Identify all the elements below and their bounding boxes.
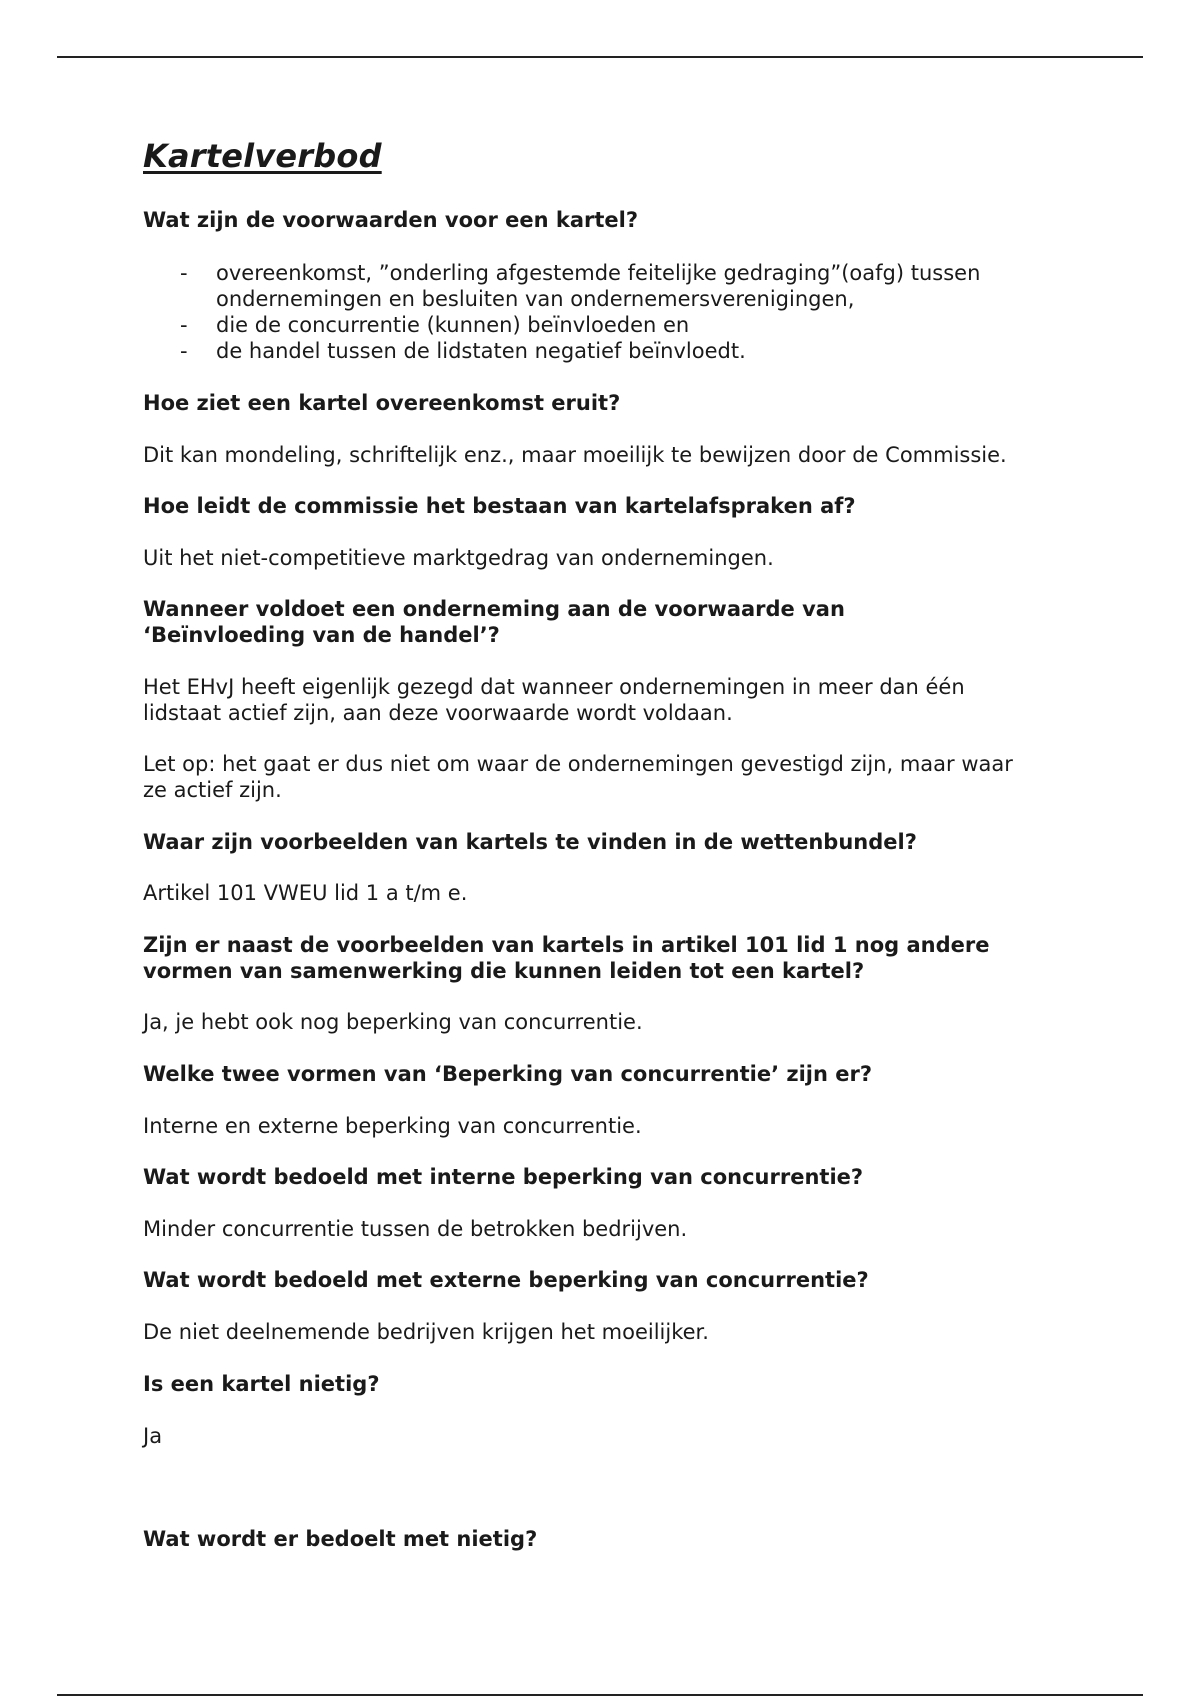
question-2: Hoe ziet een kartel overeenkomst eruit? — [143, 391, 621, 415]
answer-10: Ja — [143, 1424, 163, 1448]
question-11: Wat wordt er bedoelt met nietig? — [143, 1527, 538, 1551]
page-top-rule — [57, 56, 1143, 58]
dash-bullet: - — [180, 261, 188, 285]
answer-7: Interne en externe beperking van concurrentie. — [143, 1114, 642, 1138]
answer-4a: Het EHvJ heeft eigenlijk gezegd dat wanneer ondernemingen in meer dan één lidstaat actief zijn, aan deze voorwaarde wordt voldaan. — [143, 675, 965, 725]
answer-4b: Let op: het gaat er dus niet om waar de ondernemingen gevestigd zijn, maar waar ze actief zijn. — [143, 752, 1013, 802]
answer-2: Dit kan mondeling, schriftelijk enz., maar moeilijk te bewijzen door de Commissie. — [143, 443, 1007, 467]
question-1: Wat zijn de voorwaarden voor een kartel? — [143, 208, 639, 232]
page-title: Kartelverbod — [143, 137, 382, 175]
question-8: Wat wordt bedoeld met interne beperking van concurrentie? — [143, 1165, 864, 1189]
question-10: Is een kartel nietig? — [143, 1372, 380, 1396]
dash-bullet: - — [180, 313, 188, 337]
question-3: Hoe leidt de commissie het bestaan van kartelafspraken af? — [143, 494, 856, 518]
answer-9: De niet deelnemende bedrijven krijgen het moeilijker. — [143, 1320, 709, 1344]
list-item: - overeenkomst, ”onderling afgestemde feitelijke gedraging”(oafg) tussen ondernemingen en besluiten van ondernemersverenigingen, — [180, 261, 981, 311]
answer-6: Ja, je hebt ook nog beperking van concurrentie. — [143, 1010, 643, 1034]
question-7: Welke twee vormen van ‘Beperking van concurrentie’ zijn er? — [143, 1062, 873, 1086]
answer-8: Minder concurrentie tussen de betrokken bedrijven. — [143, 1217, 688, 1241]
page-bottom-rule — [57, 1694, 1143, 1696]
question-5: Waar zijn voorbeelden van kartels te vinden in de wettenbundel? — [143, 830, 917, 854]
dash-bullet: - — [180, 339, 188, 363]
question-4: Wanneer voldoet een onderneming aan de voorwaarde van ‘Beïnvloeding van de handel’? — [143, 597, 845, 647]
list-item: - die de concurrentie (kunnen) beïnvloeden en — [180, 313, 690, 337]
question-9: Wat wordt bedoeld met externe beperking van concurrentie? — [143, 1268, 869, 1292]
conditions-list — [143, 260, 1083, 364]
question-6: Zijn er naast de voorbeelden van kartels in artikel 101 lid 1 nog andere vormen van samenwerking die kunnen leiden tot een kartel? — [143, 933, 990, 983]
answer-3: Uit het niet-competitieve marktgedrag van ondernemingen. — [143, 546, 774, 570]
list-item: - de handel tussen de lidstaten negatief beïnvloedt. — [180, 339, 746, 363]
answer-5: Artikel 101 VWEU lid 1 a t/m e. — [143, 881, 468, 905]
